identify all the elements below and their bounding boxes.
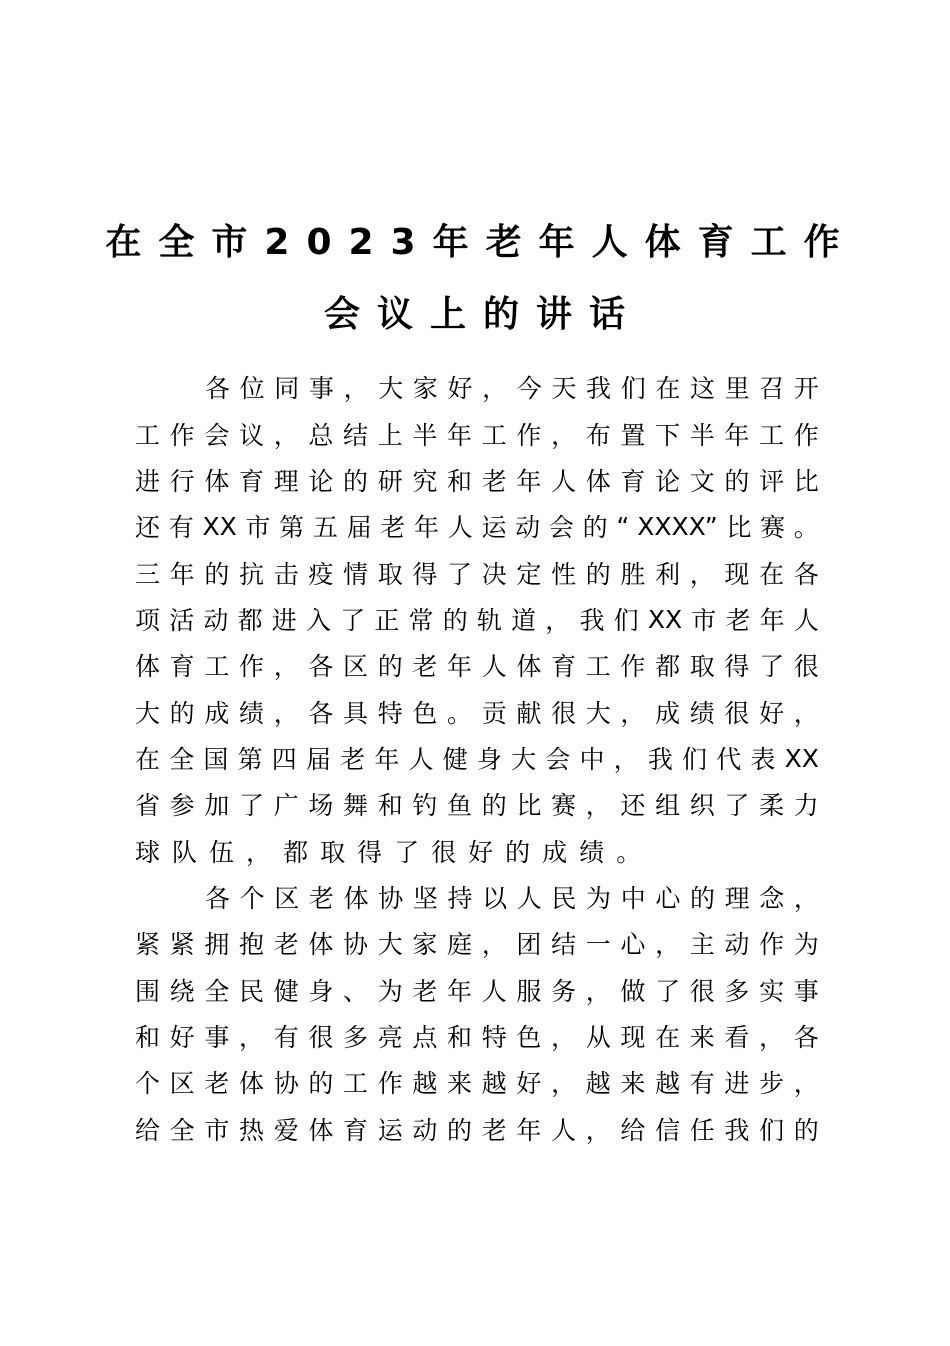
body-line: 还 有 XX 市 第 五 届 老 年 人 运 动 会 的 “ XXXX” 比 赛 。 <box>135 511 819 542</box>
body-line: 体 育 工 作 ， 各 区 的 老 年 人 体 育 工 作 都 取 得 了 很 <box>135 652 819 681</box>
body-line: 项 活 动 都 进 入 了 正 常 的 轨 道 ， 我 们 XX 市 老 年 人 <box>135 604 819 635</box>
title-line-2: 会议上的讲话 <box>323 294 642 335</box>
body-line: 工 作 会 议 ， 总 结 上 半 年 工 作 ， 布 置 下 半 年 工 作 <box>135 421 819 450</box>
body-line: 大 的 成 绩 ， 各 具 特 色 。 贡 献 很 大 ， 成 绩 很 好 ， <box>135 699 819 728</box>
body-line: 省 参 加 了 广 场 舞 和 钓 鱼 的 比 赛 ， 还 组 织 了 柔 力 <box>135 791 819 820</box>
body-line: 球 队 伍 ， 都 取 得 了 很 好 的 成 绩 。 <box>135 838 642 867</box>
body-line: 个 区 老 体 协 的 工 作 越 来 越 好 ， 越 来 越 有 进 步 ， <box>135 1069 819 1098</box>
body-line: 给 全 市 热 爱 体 育 运 动 的 老 年 人 ， 给 信 任 我 们 的 <box>135 1116 819 1145</box>
body-line: 三 年 的 抗 击 疫 情 取 得 了 决 定 性 的 胜 利 ， 现 在 各 <box>135 560 819 589</box>
body-line: 各 个 区 老 体 协 坚 持 以 人 民 为 中 心 的 理 念 ， <box>205 884 819 913</box>
body-line: 在 全 国 第 四 届 老 年 人 健 身 大 会 中 ， 我 们 代 表 XX <box>135 743 819 774</box>
body-line: 围 绕 全 民 健 身 、 为 老 年 人 服 务 ， 做 了 很 多 实 事 <box>135 977 819 1006</box>
title-line-1: 在全市2023年老年人体育工作 <box>105 222 857 263</box>
body-line: 和 好 事 ， 有 很 多 亮 点 和 特 色 ， 从 现 在 来 看 ， 各 <box>135 1023 819 1052</box>
body-line: 各 位 同 事 ， 大 家 好 ， 今 天 我 们 在 这 里 召 开 <box>205 374 819 403</box>
body-line: 紧 紧 拥 抱 老 体 协 大 家 庭 ， 团 结 一 心 ， 主 动 作 为 <box>135 930 819 959</box>
body-line: 进 行 体 育 理 论 的 研 究 和 老 年 人 体 育 论 文 的 评 比 <box>135 467 819 496</box>
